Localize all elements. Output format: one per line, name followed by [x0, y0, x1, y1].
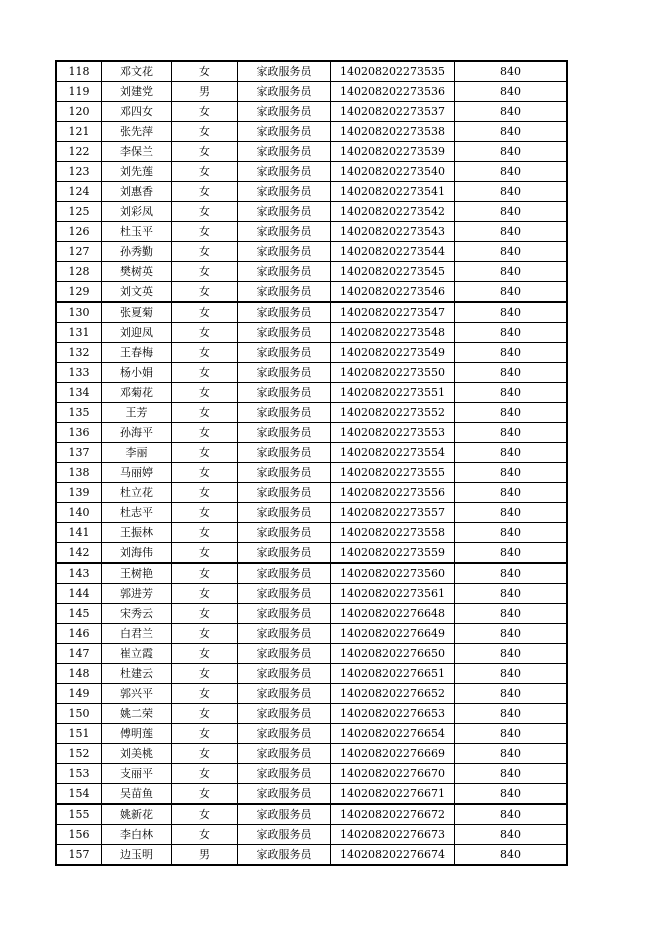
cell-gender: 女 — [172, 523, 238, 543]
cell-occupation: 家政服务员 — [238, 82, 331, 102]
cell-serial-number: 135 — [56, 403, 102, 423]
cell-occupation: 家政服务员 — [238, 282, 331, 303]
cell-person-name: 刘文英 — [102, 282, 172, 303]
cell-serial-number: 152 — [56, 744, 102, 764]
cell-amount: 840 — [455, 523, 568, 543]
cell-person-name: 吴苗鱼 — [102, 784, 172, 805]
cell-serial-number: 124 — [56, 182, 102, 202]
table-row — [56, 784, 567, 805]
cell-certificate-number: 140208202273549 — [331, 343, 455, 363]
table-row — [56, 242, 567, 262]
cell-gender: 女 — [172, 162, 238, 182]
cell-serial-number: 128 — [56, 262, 102, 282]
cell-occupation: 家政服务员 — [238, 523, 331, 543]
cell-gender: 女 — [172, 563, 238, 584]
cell-certificate-number: 140208202273537 — [331, 102, 455, 122]
cell-gender: 女 — [172, 61, 238, 82]
table-row — [56, 584, 567, 604]
cell-amount: 840 — [455, 463, 568, 483]
cell-gender: 女 — [172, 343, 238, 363]
cell-serial-number: 148 — [56, 664, 102, 684]
cell-gender: 女 — [172, 543, 238, 564]
cell-occupation: 家政服务员 — [238, 584, 331, 604]
cell-serial-number: 145 — [56, 604, 102, 624]
cell-certificate-number: 140208202273536 — [331, 82, 455, 102]
cell-person-name: 白君兰 — [102, 624, 172, 644]
cell-serial-number: 127 — [56, 242, 102, 262]
cell-amount: 840 — [455, 825, 568, 845]
cell-serial-number: 126 — [56, 222, 102, 242]
cell-person-name: 樊树英 — [102, 262, 172, 282]
cell-certificate-number: 140208202273551 — [331, 383, 455, 403]
table-row — [56, 724, 567, 744]
cell-serial-number: 140 — [56, 503, 102, 523]
cell-serial-number: 120 — [56, 102, 102, 122]
cell-amount: 840 — [455, 122, 568, 142]
cell-serial-number: 134 — [56, 383, 102, 403]
cell-gender: 女 — [172, 804, 238, 825]
table-row — [56, 744, 567, 764]
cell-occupation: 家政服务员 — [238, 262, 331, 282]
table-row — [56, 363, 567, 383]
cell-amount: 840 — [455, 604, 568, 624]
table-row — [56, 624, 567, 644]
cell-amount: 840 — [455, 323, 568, 343]
cell-amount: 840 — [455, 343, 568, 363]
cell-occupation: 家政服务员 — [238, 724, 331, 744]
table-row — [56, 302, 567, 323]
cell-person-name: 崔立霞 — [102, 644, 172, 664]
cell-certificate-number: 140208202276671 — [331, 784, 455, 805]
cell-occupation: 家政服务员 — [238, 644, 331, 664]
cell-amount: 840 — [455, 845, 568, 866]
table-row — [56, 383, 567, 403]
cell-serial-number: 139 — [56, 483, 102, 503]
table-row — [56, 61, 567, 82]
table-row — [56, 222, 567, 242]
cell-person-name: 刘先莲 — [102, 162, 172, 182]
cell-serial-number: 144 — [56, 584, 102, 604]
cell-gender: 女 — [172, 282, 238, 303]
table-row — [56, 684, 567, 704]
cell-certificate-number: 140208202273542 — [331, 202, 455, 222]
cell-certificate-number: 140208202273552 — [331, 403, 455, 423]
cell-amount: 840 — [455, 102, 568, 122]
cell-person-name: 邓四女 — [102, 102, 172, 122]
table-row — [56, 825, 567, 845]
cell-serial-number: 154 — [56, 784, 102, 805]
cell-amount: 840 — [455, 443, 568, 463]
table-row — [56, 644, 567, 664]
cell-amount: 840 — [455, 61, 568, 82]
cell-gender: 女 — [172, 443, 238, 463]
cell-person-name: 邓菊花 — [102, 383, 172, 403]
cell-amount: 840 — [455, 684, 568, 704]
cell-amount: 840 — [455, 644, 568, 664]
cell-person-name: 刘迎凤 — [102, 323, 172, 343]
cell-occupation: 家政服务员 — [238, 202, 331, 222]
cell-occupation: 家政服务员 — [238, 323, 331, 343]
cell-occupation: 家政服务员 — [238, 624, 331, 644]
table-row — [56, 563, 567, 584]
cell-amount: 840 — [455, 744, 568, 764]
cell-serial-number: 153 — [56, 764, 102, 784]
cell-gender: 女 — [172, 784, 238, 805]
table-row — [56, 443, 567, 463]
cell-serial-number: 146 — [56, 624, 102, 644]
table-row — [56, 122, 567, 142]
cell-gender: 女 — [172, 624, 238, 644]
cell-person-name: 刘海伟 — [102, 543, 172, 564]
cell-certificate-number: 140208202276654 — [331, 724, 455, 744]
cell-gender: 女 — [172, 262, 238, 282]
cell-gender: 女 — [172, 664, 238, 684]
cell-serial-number: 119 — [56, 82, 102, 102]
cell-occupation: 家政服务员 — [238, 764, 331, 784]
cell-person-name: 王春梅 — [102, 343, 172, 363]
cell-gender: 女 — [172, 744, 238, 764]
cell-certificate-number: 140208202273553 — [331, 423, 455, 443]
table-row — [56, 262, 567, 282]
cell-serial-number: 122 — [56, 142, 102, 162]
cell-occupation: 家政服务员 — [238, 162, 331, 182]
cell-serial-number: 130 — [56, 302, 102, 323]
cell-gender: 女 — [172, 463, 238, 483]
cell-occupation: 家政服务员 — [238, 543, 331, 564]
cell-person-name: 李白林 — [102, 825, 172, 845]
cell-person-name: 王振林 — [102, 523, 172, 543]
cell-occupation: 家政服务员 — [238, 383, 331, 403]
cell-serial-number: 143 — [56, 563, 102, 584]
cell-certificate-number: 140208202273550 — [331, 363, 455, 383]
cell-gender: 女 — [172, 363, 238, 383]
cell-amount: 840 — [455, 182, 568, 202]
cell-occupation: 家政服务员 — [238, 463, 331, 483]
cell-certificate-number: 140208202273541 — [331, 182, 455, 202]
cell-amount: 840 — [455, 162, 568, 182]
table-row — [56, 343, 567, 363]
cell-person-name: 郭进芳 — [102, 584, 172, 604]
cell-certificate-number: 140208202273558 — [331, 523, 455, 543]
cell-certificate-number: 140208202276669 — [331, 744, 455, 764]
table-row — [56, 182, 567, 202]
cell-certificate-number: 140208202273540 — [331, 162, 455, 182]
cell-person-name: 宋秀云 — [102, 604, 172, 624]
cell-gender: 女 — [172, 142, 238, 162]
cell-certificate-number: 140208202273547 — [331, 302, 455, 323]
cell-certificate-number: 140208202273554 — [331, 443, 455, 463]
cell-gender: 女 — [172, 122, 238, 142]
cell-serial-number: 157 — [56, 845, 102, 866]
cell-amount: 840 — [455, 82, 568, 102]
cell-amount: 840 — [455, 242, 568, 262]
cell-gender: 女 — [172, 222, 238, 242]
cell-gender: 女 — [172, 644, 238, 664]
cell-serial-number: 156 — [56, 825, 102, 845]
cell-occupation: 家政服务员 — [238, 61, 331, 82]
table-row — [56, 323, 567, 343]
table-row — [56, 102, 567, 122]
cell-gender: 女 — [172, 604, 238, 624]
cell-occupation: 家政服务员 — [238, 102, 331, 122]
cell-certificate-number: 140208202276674 — [331, 845, 455, 866]
cell-amount: 840 — [455, 584, 568, 604]
cell-occupation: 家政服务员 — [238, 242, 331, 262]
cell-gender: 女 — [172, 503, 238, 523]
cell-serial-number: 123 — [56, 162, 102, 182]
cell-amount: 840 — [455, 764, 568, 784]
cell-certificate-number: 140208202273546 — [331, 282, 455, 303]
cell-serial-number: 150 — [56, 704, 102, 724]
cell-certificate-number: 140208202273555 — [331, 463, 455, 483]
table-row — [56, 804, 567, 825]
cell-amount: 840 — [455, 784, 568, 805]
cell-occupation: 家政服务员 — [238, 483, 331, 503]
cell-amount: 840 — [455, 503, 568, 523]
cell-gender: 女 — [172, 724, 238, 744]
cell-person-name: 郭兴平 — [102, 684, 172, 704]
cell-serial-number: 151 — [56, 724, 102, 744]
cell-serial-number: 125 — [56, 202, 102, 222]
cell-person-name: 杜建云 — [102, 664, 172, 684]
cell-certificate-number: 140208202273559 — [331, 543, 455, 564]
table-row — [56, 423, 567, 443]
cell-gender: 女 — [172, 182, 238, 202]
cell-occupation: 家政服务员 — [238, 604, 331, 624]
roster-table-body — [56, 61, 567, 865]
cell-amount: 840 — [455, 724, 568, 744]
table-row — [56, 704, 567, 724]
cell-certificate-number: 140208202276653 — [331, 704, 455, 724]
cell-serial-number: 132 — [56, 343, 102, 363]
table-row — [56, 282, 567, 303]
table-row — [56, 142, 567, 162]
cell-person-name: 刘建党 — [102, 82, 172, 102]
cell-occupation: 家政服务员 — [238, 845, 331, 866]
cell-gender: 女 — [172, 102, 238, 122]
cell-certificate-number: 140208202273561 — [331, 584, 455, 604]
cell-amount: 840 — [455, 704, 568, 724]
cell-gender: 女 — [172, 423, 238, 443]
cell-person-name: 刘彩凤 — [102, 202, 172, 222]
cell-occupation: 家政服务员 — [238, 563, 331, 584]
cell-person-name: 边玉明 — [102, 845, 172, 866]
cell-certificate-number: 140208202276672 — [331, 804, 455, 825]
cell-serial-number: 137 — [56, 443, 102, 463]
cell-occupation: 家政服务员 — [238, 503, 331, 523]
cell-person-name: 杜志平 — [102, 503, 172, 523]
cell-person-name: 王芳 — [102, 403, 172, 423]
cell-occupation: 家政服务员 — [238, 804, 331, 825]
cell-person-name: 杜立花 — [102, 483, 172, 503]
cell-serial-number: 129 — [56, 282, 102, 303]
table-row — [56, 82, 567, 102]
cell-occupation: 家政服务员 — [238, 182, 331, 202]
cell-amount: 840 — [455, 302, 568, 323]
cell-gender: 女 — [172, 684, 238, 704]
cell-serial-number: 133 — [56, 363, 102, 383]
cell-occupation: 家政服务员 — [238, 744, 331, 764]
cell-person-name: 杨小娟 — [102, 363, 172, 383]
cell-person-name: 支丽平 — [102, 764, 172, 784]
cell-certificate-number: 140208202276651 — [331, 664, 455, 684]
cell-person-name: 傅明莲 — [102, 724, 172, 744]
cell-amount: 840 — [455, 383, 568, 403]
cell-amount: 840 — [455, 222, 568, 242]
cell-person-name: 李丽 — [102, 443, 172, 463]
cell-serial-number: 131 — [56, 323, 102, 343]
cell-certificate-number: 140208202273539 — [331, 142, 455, 162]
cell-amount: 840 — [455, 202, 568, 222]
cell-serial-number: 118 — [56, 61, 102, 82]
cell-gender: 女 — [172, 403, 238, 423]
cell-occupation: 家政服务员 — [238, 222, 331, 242]
cell-amount: 840 — [455, 624, 568, 644]
cell-gender: 女 — [172, 202, 238, 222]
cell-occupation: 家政服务员 — [238, 443, 331, 463]
cell-certificate-number: 140208202273538 — [331, 122, 455, 142]
cell-certificate-number: 140208202276673 — [331, 825, 455, 845]
cell-certificate-number: 140208202276649 — [331, 624, 455, 644]
cell-person-name: 姚二荣 — [102, 704, 172, 724]
cell-serial-number: 142 — [56, 543, 102, 564]
cell-serial-number: 121 — [56, 122, 102, 142]
cell-person-name: 邓文花 — [102, 61, 172, 82]
cell-certificate-number: 140208202273544 — [331, 242, 455, 262]
table-row — [56, 463, 567, 483]
cell-gender: 女 — [172, 383, 238, 403]
cell-gender: 女 — [172, 704, 238, 724]
cell-gender: 女 — [172, 242, 238, 262]
table-row — [56, 543, 567, 564]
cell-gender: 女 — [172, 825, 238, 845]
cell-person-name: 刘惠香 — [102, 182, 172, 202]
cell-person-name: 姚新花 — [102, 804, 172, 825]
cell-occupation: 家政服务员 — [238, 825, 331, 845]
cell-amount: 840 — [455, 282, 568, 303]
cell-amount: 840 — [455, 403, 568, 423]
cell-occupation: 家政服务员 — [238, 302, 331, 323]
cell-occupation: 家政服务员 — [238, 403, 331, 423]
cell-amount: 840 — [455, 664, 568, 684]
cell-amount: 840 — [455, 262, 568, 282]
cell-occupation: 家政服务员 — [238, 122, 331, 142]
cell-gender: 女 — [172, 483, 238, 503]
cell-serial-number: 136 — [56, 423, 102, 443]
cell-gender: 男 — [172, 845, 238, 866]
roster-table — [55, 60, 568, 866]
cell-amount: 840 — [455, 804, 568, 825]
cell-occupation: 家政服务员 — [238, 784, 331, 805]
cell-amount: 840 — [455, 483, 568, 503]
table-row — [56, 202, 567, 222]
cell-person-name: 刘美桃 — [102, 744, 172, 764]
cell-certificate-number: 140208202273548 — [331, 323, 455, 343]
cell-person-name: 马丽婷 — [102, 463, 172, 483]
cell-person-name: 张先萍 — [102, 122, 172, 142]
table-row — [56, 604, 567, 624]
table-row — [56, 403, 567, 423]
table-row — [56, 523, 567, 543]
cell-occupation: 家政服务员 — [238, 684, 331, 704]
cell-gender: 男 — [172, 82, 238, 102]
cell-gender: 女 — [172, 302, 238, 323]
cell-certificate-number: 140208202276670 — [331, 764, 455, 784]
cell-serial-number: 149 — [56, 684, 102, 704]
cell-certificate-number: 140208202273556 — [331, 483, 455, 503]
cell-amount: 840 — [455, 363, 568, 383]
cell-person-name: 杜玉平 — [102, 222, 172, 242]
table-row — [56, 503, 567, 523]
cell-serial-number: 155 — [56, 804, 102, 825]
cell-person-name: 张夏菊 — [102, 302, 172, 323]
cell-amount: 840 — [455, 563, 568, 584]
table-row — [56, 764, 567, 784]
cell-occupation: 家政服务员 — [238, 343, 331, 363]
cell-person-name: 孙海平 — [102, 423, 172, 443]
cell-amount: 840 — [455, 543, 568, 564]
cell-person-name: 孙秀勤 — [102, 242, 172, 262]
cell-serial-number: 138 — [56, 463, 102, 483]
cell-certificate-number: 140208202273545 — [331, 262, 455, 282]
cell-person-name: 李保兰 — [102, 142, 172, 162]
table-row — [56, 162, 567, 182]
table-row — [56, 483, 567, 503]
table-row — [56, 845, 567, 866]
cell-certificate-number: 140208202273543 — [331, 222, 455, 242]
cell-serial-number: 147 — [56, 644, 102, 664]
cell-certificate-number: 140208202273535 — [331, 61, 455, 82]
cell-person-name: 王树艳 — [102, 563, 172, 584]
table-row — [56, 664, 567, 684]
cell-gender: 女 — [172, 323, 238, 343]
cell-amount: 840 — [455, 423, 568, 443]
cell-certificate-number: 140208202276648 — [331, 604, 455, 624]
cell-occupation: 家政服务员 — [238, 142, 331, 162]
cell-occupation: 家政服务员 — [238, 363, 331, 383]
cell-amount: 840 — [455, 142, 568, 162]
cell-occupation: 家政服务员 — [238, 704, 331, 724]
cell-certificate-number: 140208202276652 — [331, 684, 455, 704]
cell-certificate-number: 140208202273557 — [331, 503, 455, 523]
cell-gender: 女 — [172, 764, 238, 784]
cell-occupation: 家政服务员 — [238, 664, 331, 684]
cell-certificate-number: 140208202276650 — [331, 644, 455, 664]
cell-occupation: 家政服务员 — [238, 423, 331, 443]
cell-gender: 女 — [172, 584, 238, 604]
cell-serial-number: 141 — [56, 523, 102, 543]
cell-certificate-number: 140208202273560 — [331, 563, 455, 584]
